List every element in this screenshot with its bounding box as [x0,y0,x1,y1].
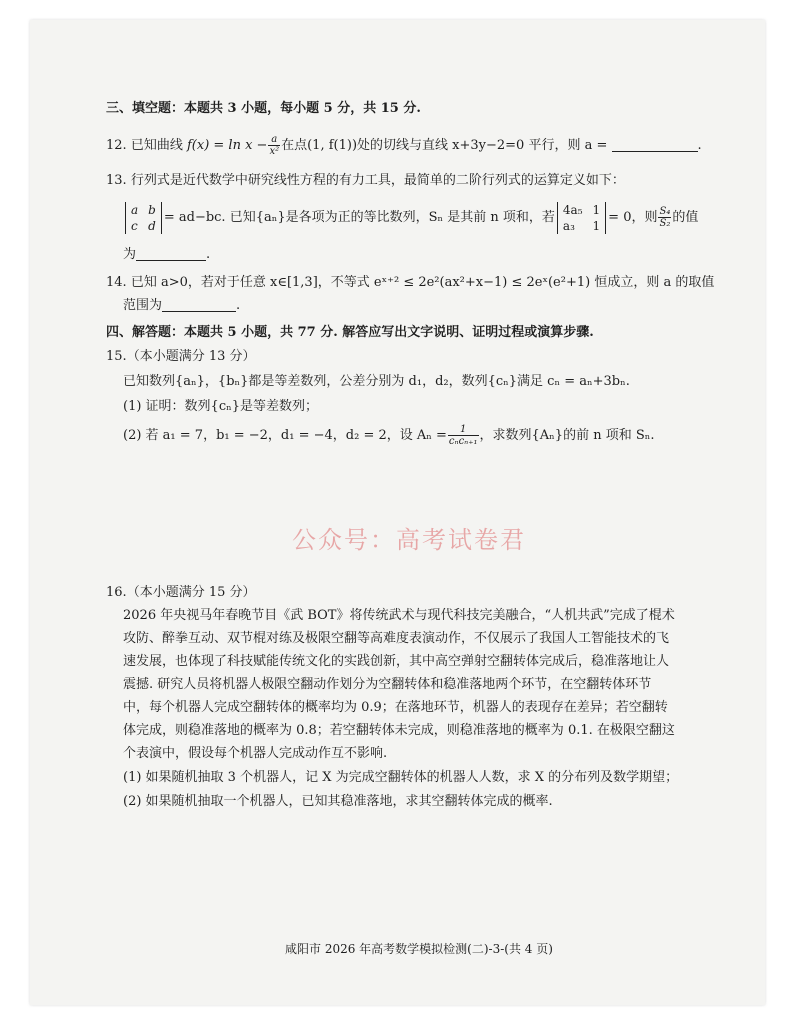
question-15-header [106,348,256,366]
section-3-heading: 三、填空题：本题共 3 小题，每小题 5 分，共 15 分. [106,101,421,116]
question-text: = ad−bc. 已知{aₙ}是各项为正的等比数列，Sₙ 是其前 n 项和，若 [163,210,555,225]
fraction-denominator: cₙcₙ₊₁ [448,436,478,447]
exam-page [30,20,765,1005]
determinant-definition [125,202,162,234]
question-16-line: 攻防、醉拳互动、双节棍对练及极限空翻等高难度表演动作，不仅展示了我国人工智能技术的飞 [123,631,670,646]
fraction [658,206,671,229]
question-16-line: 体完成，则稳准落地的概率为 0.8；若空翻转体未完成，则稳准落地的概率为 0.1. 在极限空翻这 [123,723,675,738]
det-entry: b [148,202,156,217]
question-score: （本小题满分 13 分） [126,349,256,364]
fraction-numerator: S₄ [659,206,671,217]
question-text: 行列式是近代数学中研究线性方程的有力工具，最简单的二阶行列式的运算定义如下： [130,173,625,188]
question-text: 范围为 [123,298,163,313]
det-entry: a₃ [562,218,575,233]
determinant-condition [557,202,606,234]
question-15-part-2 [123,420,655,452]
question-text: = 0，则 [608,210,658,225]
question-14-line-2 [123,297,240,315]
question-16-part-1: (1) 如果随机抽取 3 个机器人，记 X 为完成空翻转体的机器人人数，求 X 的分布列及数学期望； [123,770,679,785]
question-number: 12. [106,138,127,153]
answer-blank[interactable] [162,297,236,312]
fraction-denominator: S₂ [659,218,671,229]
question-number: 15. [106,349,127,364]
det-entry: 1 [592,218,601,233]
period: . [206,247,211,262]
fraction-numerator: 1 [448,424,479,436]
function-expression: f(x) = ln x − [186,138,268,153]
fraction [448,424,479,447]
question-13-line-3 [123,246,210,264]
question-16-line: 2026 年央视马年春晚节目《武 BOT》将传统武术与现代科技完美融合，“人机共武”完成了棍术 [123,608,675,623]
period: . [236,298,241,313]
question-15-part-1: (1) 证明：数列{cₙ}是等差数列； [123,399,318,414]
question-text: 为 [123,247,137,262]
question-16-line: 中，每个机器人完成空翻转体的概率均为 0.9；在落地环节，机器人的表现存在差异；若空翻转 [123,700,668,715]
question-16-line: 个表演中，假设每个机器人完成动作互不影响. [123,746,388,761]
question-16-header [106,584,256,602]
det-entry: d [148,218,156,233]
question-16-part-2: (2) 如果随机抽取一个机器人，已知其稳准落地，求其空翻转体完成的概率. [123,794,553,809]
question-13-line-2 [123,198,698,238]
det-entry: a [131,202,139,217]
section-4-heading: 四、解答题：本题共 5 小题，共 77 分. 解答应写出文字说明、证明过程或演算步骤. [106,325,594,340]
question-text: ，求数列{Aₙ}的前 n 项和 Sₙ. [479,428,655,443]
fraction-numerator: a [268,134,280,146]
question-text: 已知曲线 [130,138,183,153]
question-number: 14. [106,275,127,290]
question-13-line-1 [106,172,625,190]
question-14-line-1 [106,274,714,292]
answer-blank[interactable] [612,137,698,152]
question-text: 的值 [672,210,699,225]
question-text: 在点(1, f(1))处的切线与直线 x+3y−2=0 平行，则 a = [281,138,608,153]
fraction [268,134,280,157]
det-entry: 4a₅ [562,202,583,217]
question-15-stem: 已知数列{aₙ}，{bₙ}都是等差数列，公差分别为 d₁，d₂，数列{cₙ}满足 cₙ = aₙ+3bₙ. [123,374,630,389]
question-16-line: 震撼. 研究人员将机器人极限空翻动作划分为空翻转体和稳准落地两个环节，在空翻转体环节 [123,677,652,692]
question-text: 已知 a>0，若对于任意 x∈[1,3]，不等式 eˣ⁺² ≤ 2e²(ax²+x−1) ≤ 2eˣ(e²+1) 恒成立，则 a 的取值 [130,275,715,290]
question-number: 13. [106,173,127,188]
question-text: (2) 若 a₁ = 7，b₁ = −2，d₁ = −4，d₂ = 2，设 Aₙ = [123,428,447,443]
det-entry: 1 [592,202,601,217]
det-entry: c [131,218,138,233]
question-16-line: 速发展，也体现了科技赋能传统文化的实践创新，其中高空弹射空翻转体完成后，稳准落地让人 [123,654,670,669]
watermark-text: 公众号：高考试卷君 [292,526,526,554]
question-score: （本小题满分 15 分） [126,585,256,600]
page-footer: 咸阳市 2026 年高考数学模拟检测(二)-3-(共 4 页) [285,942,553,956]
question-number: 16. [106,585,127,600]
period: . [697,138,702,153]
fraction-denominator: x² [269,146,280,157]
answer-blank[interactable] [136,246,206,261]
question-12 [106,131,702,161]
